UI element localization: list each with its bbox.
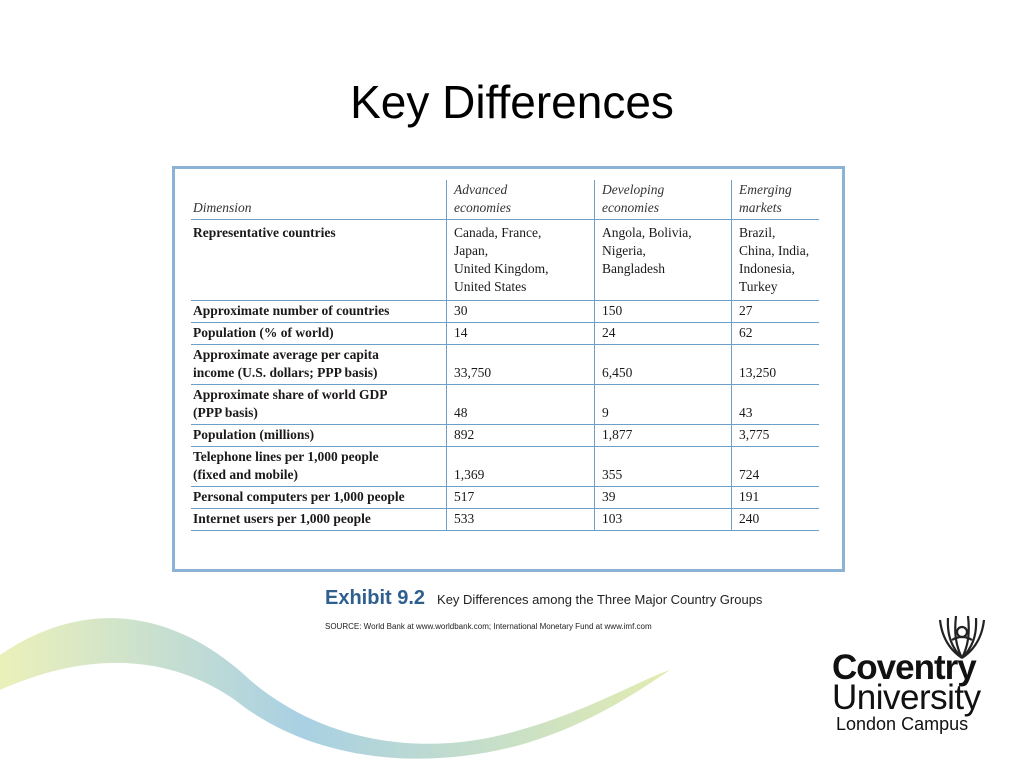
header-dimension: Dimension: [191, 180, 447, 220]
cell-advanced: 33,750: [447, 345, 595, 385]
cell-emerging: 240: [732, 509, 820, 531]
slide-title: Key Differences: [350, 76, 674, 128]
cell-developing: Angola, Bolivia, Nigeria, Bangladesh: [595, 220, 732, 301]
exhibit-caption: [325, 587, 762, 610]
cell-developing: 24: [595, 323, 732, 345]
exhibit-text: Key Differences among the Three Major Country Groups: [437, 592, 763, 607]
header-emerging-markets: Emerging markets: [732, 180, 820, 220]
logo-campus: London Campus: [836, 714, 969, 734]
exhibit-label: Exhibit 9.2: [325, 587, 426, 609]
header-developing-economies: Developing economies: [595, 180, 732, 220]
cell-advanced: 14: [447, 323, 595, 345]
cell-emerging: 191: [732, 487, 820, 509]
cell-advanced: 48: [447, 385, 595, 425]
header-advanced-economies: Advanced economies: [447, 180, 595, 220]
table-row: [191, 487, 819, 509]
cell-emerging: 13,250: [732, 345, 820, 385]
row-label: Internet users per 1,000 people: [191, 509, 447, 531]
cell-advanced: Canada, France, Japan, United Kingdom, United States: [447, 220, 595, 301]
table-header-row: [191, 180, 819, 220]
row-label: Approximate share of world GDP (PPP basis): [191, 385, 447, 425]
cell-developing: 6,450: [595, 345, 732, 385]
cell-advanced: 533: [447, 509, 595, 531]
table-row: [191, 220, 819, 301]
cell-developing: 355: [595, 447, 732, 487]
row-label: Telephone lines per 1,000 people (fixed and mobile): [191, 447, 447, 487]
cell-developing: 1,877: [595, 425, 732, 447]
coventry-university-logo: [832, 610, 992, 740]
cell-emerging: 27: [732, 301, 820, 323]
table-row: [191, 425, 819, 447]
cell-emerging: 3,775: [732, 425, 820, 447]
row-label: Approximate number of countries: [191, 301, 447, 323]
cell-emerging: 43: [732, 385, 820, 425]
row-label: Personal computers per 1,000 people: [191, 487, 447, 509]
logo-word-coventry: Coventry: [832, 648, 976, 687]
cell-developing: 103: [595, 509, 732, 531]
cell-developing: 39: [595, 487, 732, 509]
table-row: [191, 345, 819, 385]
row-label: Approximate average per capita income (U.S. dollars; PPP basis): [191, 345, 447, 385]
cell-advanced: 517: [447, 487, 595, 509]
key-differences-table: [191, 180, 819, 531]
cell-emerging: 62: [732, 323, 820, 345]
logo-word-university: University: [832, 678, 981, 717]
cell-advanced: 30: [447, 301, 595, 323]
cell-emerging: Brazil, China, India, Indonesia, Turkey: [732, 220, 820, 301]
cell-emerging: 724: [732, 447, 820, 487]
cell-developing: 9: [595, 385, 732, 425]
row-label: Population (% of world): [191, 323, 447, 345]
cell-advanced: 1,369: [447, 447, 595, 487]
cell-advanced: 892: [447, 425, 595, 447]
table-row: [191, 509, 819, 531]
cell-developing: 150: [595, 301, 732, 323]
row-label: Population (millions): [191, 425, 447, 447]
table-row: [191, 447, 819, 487]
table-row: [191, 323, 819, 345]
source-note: SOURCE: World Bank at www.worldbank.com; International Monetary Fund at www.imf.com: [325, 622, 652, 631]
row-label: Representative countries: [191, 220, 447, 301]
table-row: [191, 385, 819, 425]
table-row: [191, 301, 819, 323]
